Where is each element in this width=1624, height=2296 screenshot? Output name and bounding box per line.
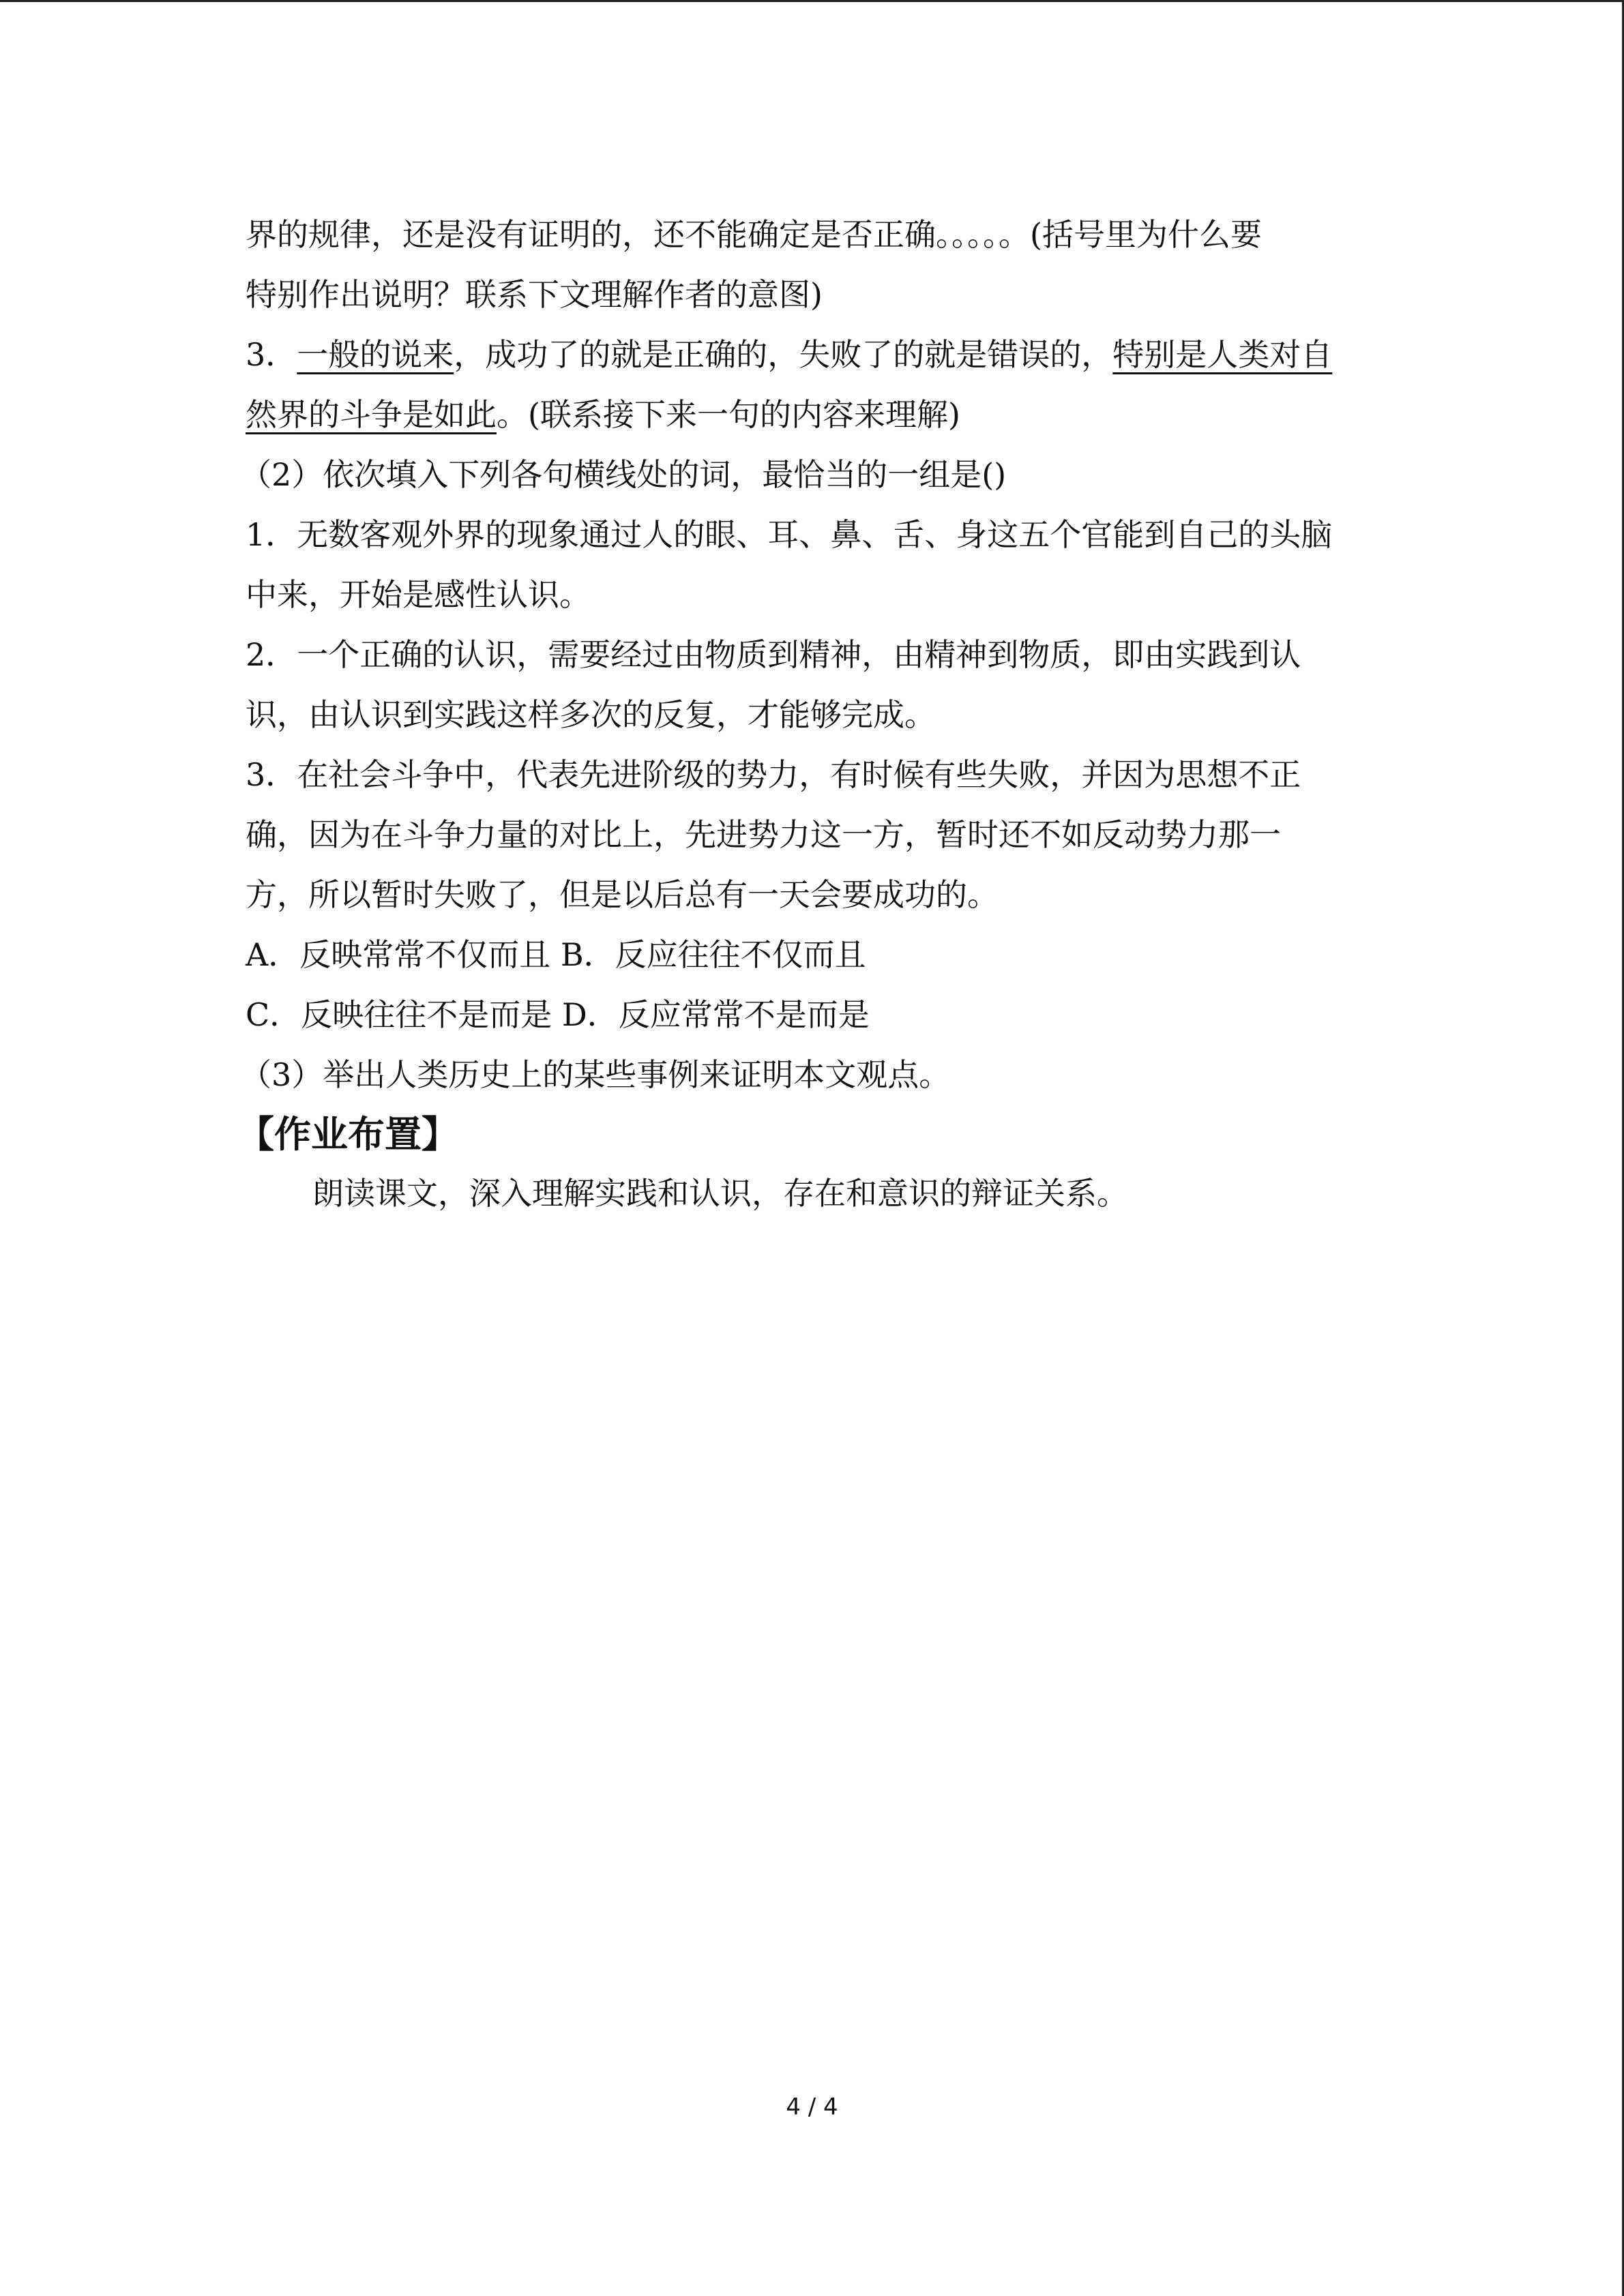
text-line: 界的规律，还是没有证明的，还不能确定是否正确。。。。。(括号里为什么要 — [246, 216, 1262, 253]
text-line: 特别作出说明？联系下文理解作者的意图) — [246, 276, 823, 313]
text-line: 方，所以暂时失败了，但是以后总有一天会要成功的。 — [246, 876, 999, 913]
item-number: 3． — [246, 336, 297, 373]
page-number: 4 / 4 — [786, 2093, 838, 2121]
text-line: 3．在社会斗争中，代表先进阶级的势力，有时候有些失败，并因为思想不正 — [246, 756, 1301, 793]
text-line — [246, 385, 1378, 445]
text-line: 中来，开始是感性认识。 — [246, 576, 591, 613]
question-3-line — [246, 325, 1378, 385]
homework-heading: 【作业布置】 — [237, 1113, 458, 1156]
underlined-phrase: 一般的说来 — [297, 336, 454, 373]
answer-options-ab: A．反映常常不仅而且 B．反应往往不仅而且 — [246, 936, 866, 973]
top-border-line — [0, 0, 1624, 2]
question-2-prompt: （2）依次填入下列各句横线处的词，最恰当的一组是() — [240, 456, 1007, 493]
underlined-phrase: 特别是人类对自 — [1112, 336, 1333, 373]
text-line: 1．无数客观外界的现象通过人的眼、耳、鼻、舌、身这五个官能到自己的头脑 — [246, 516, 1333, 553]
text-line: 2．一个正确的认识，需要经过由物质到精神，由精神到物质，即由实践到认 — [246, 636, 1301, 673]
homework-text: 朗读课文，深入理解实践和认识，存在和意识的辩证关系。 — [312, 1175, 1128, 1212]
question-3-prompt: （3）举出人类历史上的某些事例来证明本文观点。 — [240, 1056, 951, 1093]
answer-options-cd: C．反映往往不是而是 D．反应常常不是而是 — [246, 996, 870, 1033]
text-span: ，成功了的就是正确的，失败了的就是错误的， — [454, 336, 1113, 373]
document-body — [237, 205, 1378, 1223]
text-line: 确，因为在斗争力量的对比上，先进势力这一方，暂时还不如反动势力那一 — [246, 816, 1281, 853]
text-span: 。(联系接下来一句的内容来理解) — [497, 396, 960, 433]
text-line: 识，由认识到实践这样多次的反复，才能够完成。 — [246, 696, 936, 733]
underlined-phrase: 然界的斗争是如此 — [246, 396, 497, 433]
